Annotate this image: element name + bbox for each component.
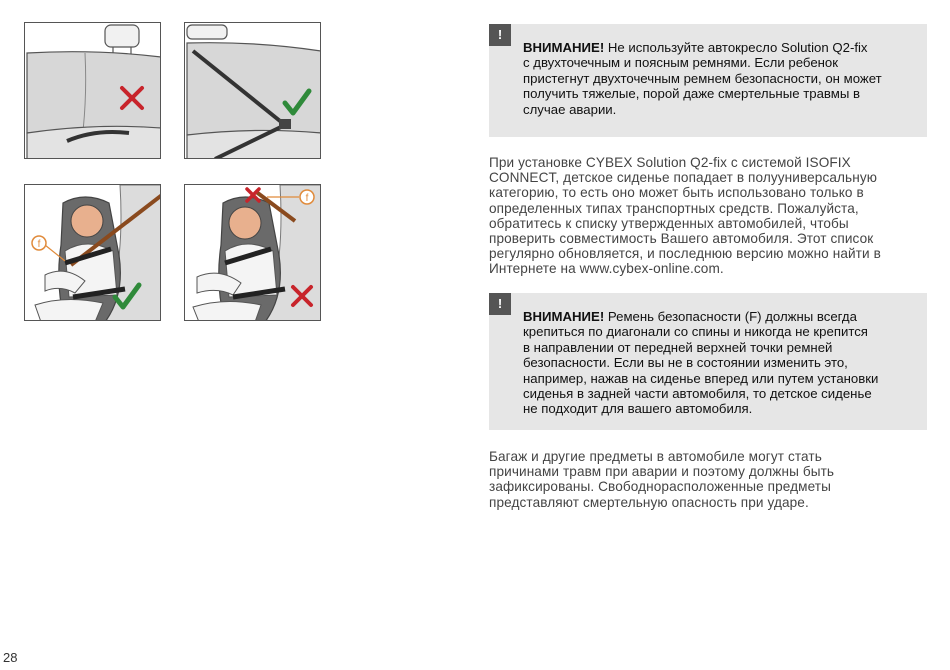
warning-line: крепиться по диагонали со спины и никогда не крепится — [523, 324, 868, 340]
page-number: 28 — [3, 650, 18, 665]
paragraph-line: Багаж и другие предметы в автомобиле могут стать — [489, 449, 822, 464]
warning-line: безопасности. Если вы не в состоянии изменить это, — [523, 355, 848, 371]
paragraph-line: проверить совместимость Вашего автомобиля. Этот список — [489, 231, 874, 247]
warning-line: случае аварии. — [523, 101, 617, 117]
warning-icon: ! — [489, 293, 511, 315]
paragraph-line: категорию, то есть оно может быть использовано только в — [489, 185, 864, 201]
warning-line: например, нажав на сиденье вперед или путем установки — [523, 370, 879, 386]
luggage-paragraph — [489, 449, 929, 510]
warning-heading: ВНИМАНИЕ! — [523, 309, 605, 324]
belt-f-label: f — [305, 193, 309, 204]
paragraph-line: причинами травм при аварии и поэтому должны быть — [489, 464, 835, 480]
warning-text — [523, 309, 923, 417]
figure-lap-belt-incorrect — [24, 22, 161, 159]
figure-child-belt-behind-correct — [24, 184, 161, 321]
warning-heading: ВНИМАНИЕ! — [523, 40, 605, 55]
paragraph-line: регулярно обновляется, и последнюю версию можно найти в — [489, 246, 881, 262]
warning-line: пристегнут двухточечным ремнем безопасности, он может — [523, 70, 882, 86]
warning-line: Ремень безопасности (F) должны всегда — [604, 309, 857, 324]
paragraph-line: обратитесь к списку утвержденных автомобилей, чтобы — [489, 215, 849, 231]
figure-child-belt-front-incorrect — [184, 184, 321, 321]
warning-line: в направлении от передней верхней точки ремней — [523, 339, 833, 355]
warning-text — [523, 40, 923, 117]
warning-line: сиденья в задней части автомобиля, то детское сиденье — [523, 386, 872, 402]
paragraph-line: Интернете на www.cybex-online.com. — [489, 261, 724, 277]
warning-line: получить тяжелые, порой даже смертельные травмы в — [523, 86, 860, 102]
figure-three-point-belt-correct — [184, 22, 321, 159]
warning-line: Не используйте автокресло Solution Q2-fix — [604, 40, 868, 55]
isofix-paragraph — [489, 155, 929, 277]
warning-box-two-point-belt — [489, 24, 927, 137]
paragraph-line: представляют смертельную опасность при ударе. — [489, 494, 809, 510]
paragraph-line: При установке CYBEX Solution Q2-fix с системой ISOFIX — [489, 155, 851, 170]
belt-f-label: f — [37, 239, 41, 250]
paragraph-line: CONNECT, детское сиденье попадает в полууниверсальную — [489, 170, 878, 186]
warning-line: с двухточечным и поясным ремнями. Если ребенок — [523, 55, 839, 71]
paragraph-line: зафиксированы. Свободнорасположенные предметы — [489, 479, 832, 495]
paragraph-line: определенных типах транспортных средств. Пожалуйста, — [489, 200, 859, 216]
warning-line: не подходит для вашего автомобиля. — [523, 401, 753, 417]
warning-icon: ! — [489, 24, 511, 46]
warning-box-belt-direction — [489, 293, 927, 430]
